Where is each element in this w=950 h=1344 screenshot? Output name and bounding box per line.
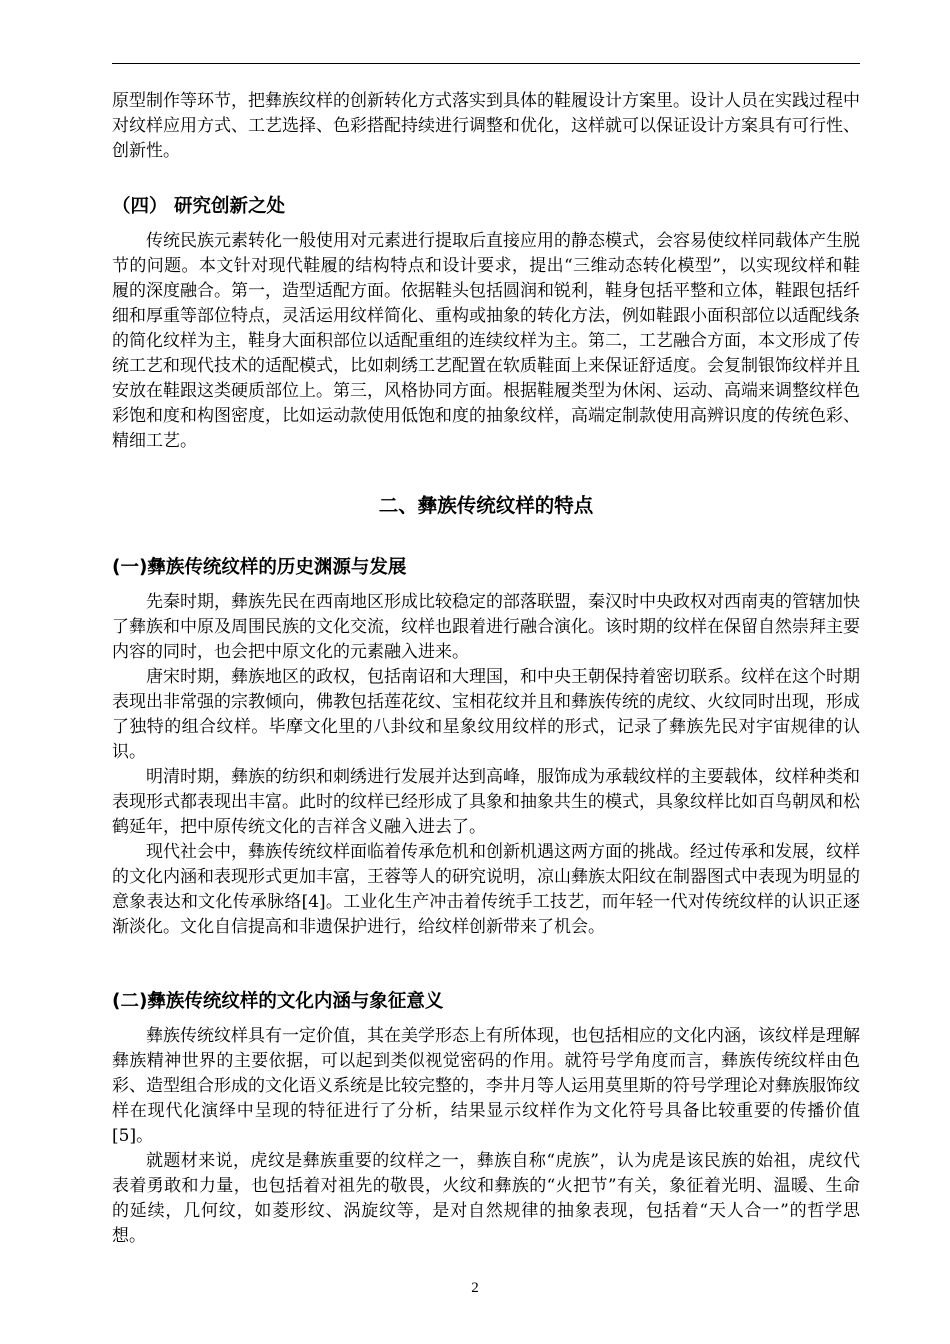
paragraph: 唐宋时期，彝族地区的政权，包括南诏和大理国，和中央王朝保持着密切联系。纹样在这个时期表现出非常强的宗教倾向，佛教包括莲花纹、宝相花纹并且和彝族传统的虎纹、火纹同时出现，形成了独特的组合纹样。毕摩文化里的八卦纹和星象纹用纹样的形式，记录了彝族先民对宇宙规律的认识。	[112, 667, 860, 762]
section-heading-4: （四） 研究创新之处	[112, 196, 285, 217]
paragraph: 先秦时期，彝族先民在西南地区形成比较稳定的部落联盟，秦汉时中央政权对西南夷的管辖加快了彝族和中原及周围民族的文化交流，纹样也跟着进行融合演化。该时期的纹样在保留自然崇拜主要内容的同时，也会把中原文化的元素融入进来。	[112, 592, 860, 662]
section-2-2-body	[112, 1024, 860, 1249]
paragraph: 彝族传统纹样具有一定价值，其在美学形态上有所体现，也包括相应的文化内涵，该纹样是理解彝族精神世界的主要依据，可以起到类似视觉密码的作用。就符号学角度而言，彝族传统纹样由色彩、造型组合形成的文化语义系统是比较完整的，李井月等人运用莫里斯的符号学理论对彝族服饰纹样在现代化演绎中呈现的特征进行了分析，结果显示纹样作为文化符号具备比较重要的传播价值[5]。	[112, 1026, 860, 1146]
page-number: 2	[471, 1280, 479, 1296]
section-4-body	[112, 229, 860, 454]
section-2-1-body	[112, 590, 860, 940]
paragraph: 明清时期，彝族的纺织和刺绣进行发展并达到高峰，服饰成为承载纹样的主要载体，纹样种类和表现形式都表现出丰富。此时的纹样已经形成了具象和抽象共生的模式，具象纹样比如百鸟朝凤和松鹤延年，把中原传统文化的吉祥含义融入进去了。	[112, 767, 860, 837]
chapter-heading: 二、彝族传统纹样的特点	[378, 494, 594, 517]
top-paragraph-block	[112, 89, 860, 164]
paragraph: 传统民族元素转化一般使用对元素进行提取后直接应用的静态模式，会容易使纹样同载体产生脱节的问题。本文针对现代鞋履的结构特点和设计要求，提出“三维动态转化模型”，以实现纹样和鞋履的深度融合。第一，造型适配方面。依据鞋头包括圆润和锐利，鞋身包括平整和立体，鞋跟包括纤细和厚重等部位特点，灵活运用纹样简化、重构或抽象的转化方法，例如鞋跟小面积部位以适配线条的简化纹样为主，鞋身大面积部位以适配重组的连续纹样为主。第二，工艺融合方面，本文形成了传统工艺和现代技术的适配模式，比如刺绣工艺配置在软质鞋面上来保证舒适度。会复制银饰纹样并且安放在鞋跟这类硬质部位上。第三，风格协同方面。根据鞋履类型为休闲、运动、高端来调整纹样色彩饱和度和构图密度，比如运动款使用低饱和度的抽象纹样，高端定制款使用高辨识度的传统色彩、精细工艺。	[112, 231, 860, 451]
section-heading-2-2: (二)彝族传统纹样的文化内涵与象征意义	[112, 991, 444, 1012]
continued-paragraph: 原型制作等环节，把彝族纹样的创新转化方式落实到具体的鞋履设计方案里。设计人员在实践过程中对纹样应用方式、工艺选择、色彩搭配持续进行调整和优化，这样就可以保证设计方案具有可行性、创新性。	[112, 91, 860, 161]
section-heading-2-1: (一)彝族传统纹样的历史渊源与发展	[112, 557, 407, 578]
paragraph: 就题材来说，虎纹是彝族重要的纹样之一，彝族自称“虎族”，认为虎是该民族的始祖，虎纹代表着勇敢和力量，也包括着对祖先的敬畏，火纹和彝族的“火把节”有关，象征着光明、温暖、生命的延续，几何纹，如菱形纹、涡旋纹等，是对自然规律的抽象表现，包括着“天人合一”的哲学思想。	[112, 1151, 860, 1246]
paragraph: 现代社会中，彝族传统纹样面临着传承危机和创新机遇这两方面的挑战。经过传承和发展，纹样的文化内涵和表现形式更加丰富，王蓉等人的研究说明，凉山彝族太阳纹在制器图式中表现为明显的意象表达和文化传承脉络[4]。工业化生产冲击着传统手工技艺，而年轻一代对传统纹样的认识正逐渐淡化。文化自信提高和非遗保护进行，给纹样创新带来了机会。	[112, 842, 860, 937]
header-rule	[112, 63, 860, 64]
